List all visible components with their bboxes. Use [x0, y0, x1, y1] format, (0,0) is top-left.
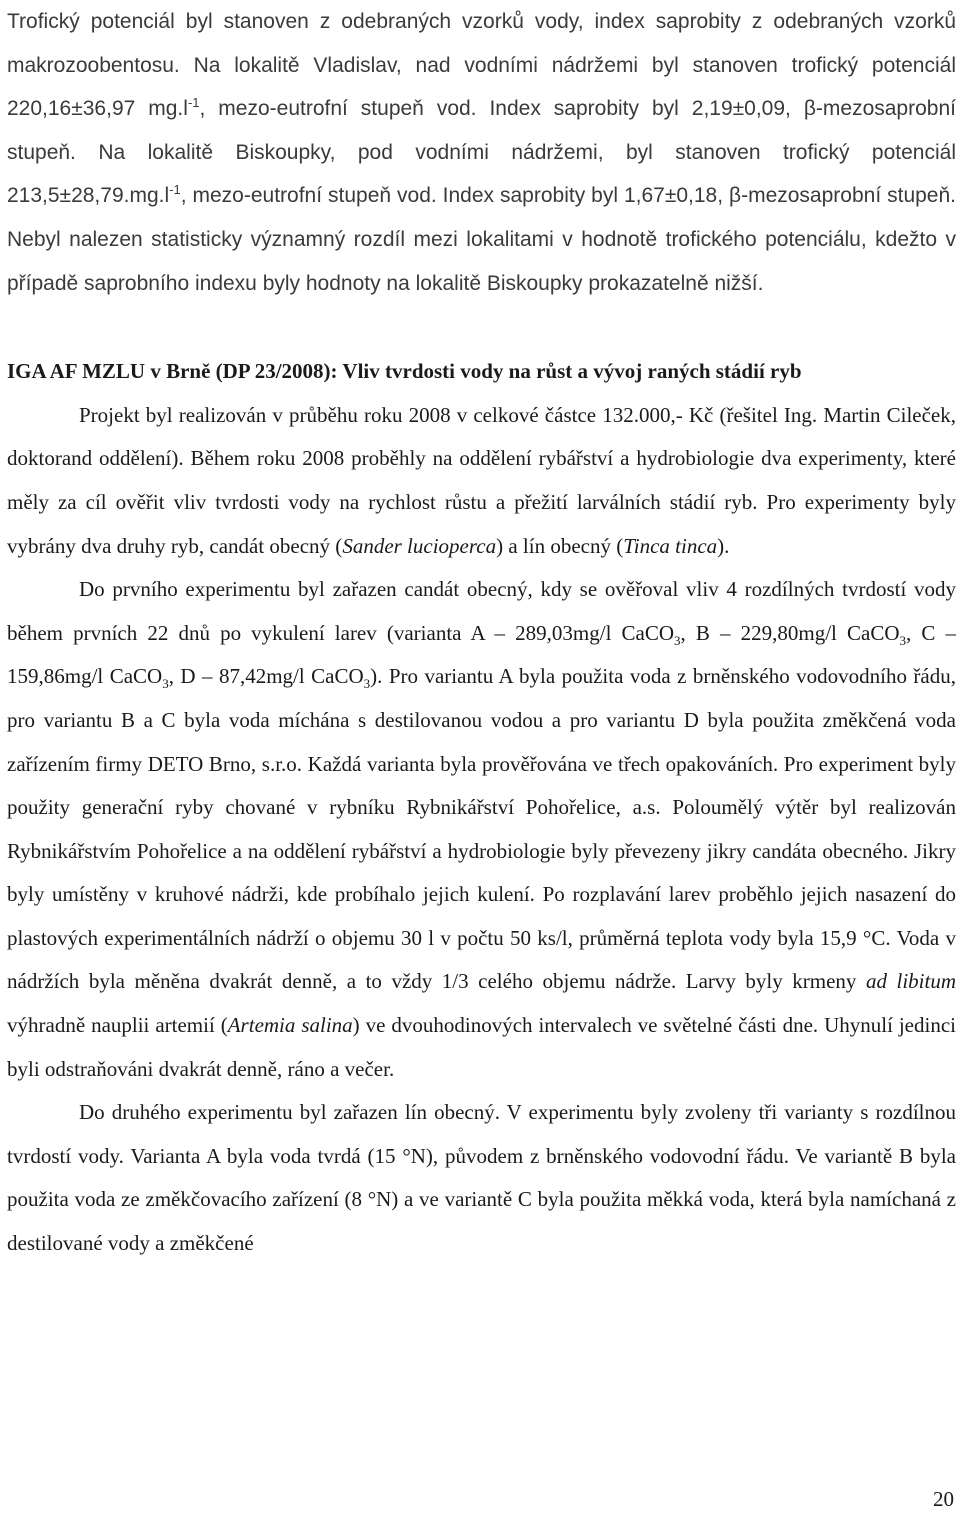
document-body	[7, 0, 956, 1266]
page-number: 20	[933, 1487, 954, 1511]
paragraph-experiment-1: Do prvního experimentu byl zařazen candát obecný, kdy se ověřoval vliv 4 rozdílných tvrdostí vody během prvních 22 dnů po vykulení larev (varianta A – 289,03mg/l CaCO$_3$, B – 229,80mg/l CaCO$_3$, C – 159,86mg/l CaCO$_3$, D – 87,42mg/l CaCO$_3$). Pro variantu A byla použita voda z brněnského vodovodního řádu, pro variantu B a C byla voda míchána s destilovanou vodou a pro variantu D byla použita změkčená voda zařízením firmy DETO Brno, s.r.o. Každá varianta byla prověřována ve třech opakováních. Pro experiment byly použity generační ryby chované v rybníku Rybnikářství Pohořelice, a.s. Poloumělý výtěr byl realizován Rybnikářstvím Pohořelice a na oddělení rybářství a hydrobiologie byly převezeny jikry candáta obecného. Jikry byly umístěny v kruhové nádrži, kde probíhalo jejich kulení. Po rozplavání larev proběhlo jejich nasazení do plastových experimentálních nádrží o objemu 30 l v počtu 50 ks/l, průměrná teplota vody byla 15,9 °C. Voda v nádržích byla měněna dvakrát denně, a to vždy 1/3 celého objemu nádrže. Larvy byly krmeny ad libitum výhradně nauplii artemií (Artemia salina) ve dvouhodinových intervalech ve světelné části dne. Uhynulí jedinci byli odstraňováni dvakrát denně, ráno a večer.	[7, 577, 957, 1081]
paragraph-trophic-potential: Trofický potenciál byl stanoven z odebraných vzorků vody, index saprobity z odebraných vzorků makrozoobentosu. Na lokalitě Vladislav, nad vodními nádržemi byl stanoven trofický potenciál 220,16±36,97 $mg.l^{-1}$, mezo-eutrofní stupeň vod. Index saprobity byl 2,19±0,09, β-mezosaprobní stupeň. Na lokalitě Biskoupky, pod vodními nádržemi, byl stanoven trofický potenciál $213,5\pm 28,79.mg.l^{-1}$, mezo-eutrofní stupeň vod. Index saprobity byl 1,67±0,18, β-mezosaprobní stupeň. Nebyl nalezen statisticky významný rozdíl mezi lokalitami v hodnotě trofického potenciálu, kdežto v případě saprobního indexu byly hodnoty na lokalitě Biskoupky prokazatelně nižší.	[7, 10, 956, 295]
paragraph-project: Projekt byl realizován v průběhu roku 2008 v celkové částce 132.000,- Kč (řešitel Ing. Martin Cileček, doktorand oddělení). Během roku 2008 proběhly na oddělení rybářství a hydrobiologie dva experimenty, které měly za cíl ověřit vliv tvrdosti vody na rychlost růstu a přežití larválních stádií ryb. Pro experimenty byly vybrány dva druhy ryb, candát obecný (Sander lucioperca) a lín obecný (Tinca tinca).	[7, 402, 956, 558]
section-heading: IGA AF MZLU v Brně (DP 23/2008): Vliv tvrdosti vody na růst a vývoj raných stádií ryb	[7, 359, 802, 384]
paragraph-experiment-2: Do druhého experimentu byl zařazen lín obecný. V experimentu byly zvoleny tři varianty s rozdílnou tvrdostí vody. Varianta A byla voda tvrdá (15 °N), původem z brněnského vodovodní řádu. Ve variantě B byla použita voda ze změkčovacího zařízení (8 °N) a ve variantě C byla použita měkká voda, která byla namíchaná z destilované vody a změkčené	[7, 1100, 956, 1256]
